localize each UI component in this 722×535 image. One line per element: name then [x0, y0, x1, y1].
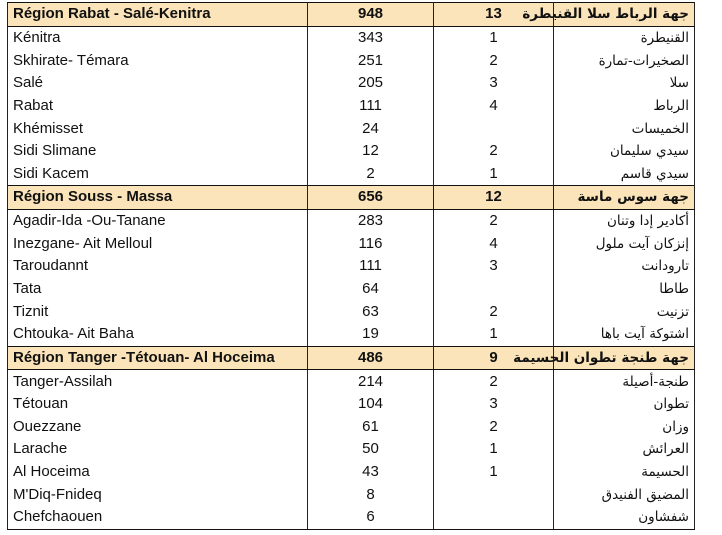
- province-rank: 2: [434, 416, 554, 439]
- province-rank: 4: [434, 95, 554, 118]
- province-name-ar: اشتوكة آيت باها: [554, 323, 695, 346]
- province-name-ar: وزان: [554, 416, 695, 439]
- province-rank: [434, 117, 554, 140]
- province-rank: 2: [434, 49, 554, 72]
- province-cases: 63: [308, 300, 434, 323]
- province-name-ar: الخميسات: [554, 117, 695, 140]
- region-name-ar: جهة طنجة تطوان الحسيمة: [554, 346, 695, 370]
- province-name-fr: Sidi Slimane: [8, 140, 308, 163]
- region-total: 656: [308, 186, 434, 210]
- table-body: [8, 3, 695, 530]
- province-name-ar: الصخيرات-تمارة: [554, 49, 695, 72]
- region-name-ar: جهة الرباط سلا القنيطرة: [554, 3, 695, 27]
- region-count: 13: [434, 3, 554, 27]
- province-name-fr: Ouezzane: [8, 416, 308, 439]
- province-rank: 1: [434, 438, 554, 461]
- province-name-fr: Tanger-Assilah: [8, 370, 308, 393]
- region-name-ar: جهة سوس ماسة: [554, 186, 695, 210]
- province-name-fr: Larache: [8, 438, 308, 461]
- province-name-fr: Tétouan: [8, 393, 308, 416]
- table-row: [8, 140, 695, 163]
- province-name-ar: الرباط: [554, 95, 695, 118]
- province-rank: 2: [434, 300, 554, 323]
- province-cases: 205: [308, 72, 434, 95]
- province-rank: [434, 278, 554, 301]
- province-rank: 2: [434, 140, 554, 163]
- province-cases: 12: [308, 140, 434, 163]
- province-cases: 111: [308, 255, 434, 278]
- province-name-ar: المضيق الفنيدق: [554, 483, 695, 506]
- region-count: 12: [434, 186, 554, 210]
- table-row: [8, 393, 695, 416]
- province-cases: 343: [308, 26, 434, 49]
- province-cases: 111: [308, 95, 434, 118]
- province-cases: 2: [308, 162, 434, 185]
- table-row: [8, 26, 695, 49]
- table-row: [8, 278, 695, 301]
- region-count: 9: [434, 346, 554, 370]
- table-row: [8, 506, 695, 529]
- table-row: [8, 370, 695, 393]
- province-rank: 1: [434, 162, 554, 185]
- province-cases: 50: [308, 438, 434, 461]
- province-rank: 3: [434, 72, 554, 95]
- province-rank: 1: [434, 461, 554, 484]
- province-name-ar: طنجة-أصيلة: [554, 370, 695, 393]
- province-name-fr: Chefchaouen: [8, 506, 308, 529]
- table-row: [8, 255, 695, 278]
- province-name-ar: إنزكان آيت ملول: [554, 232, 695, 255]
- province-name-ar: القنيطرة: [554, 26, 695, 49]
- province-cases: 251: [308, 49, 434, 72]
- region-header-row: [8, 346, 695, 370]
- province-name-fr: Rabat: [8, 95, 308, 118]
- table-row: [8, 232, 695, 255]
- region-header-row: [8, 3, 695, 27]
- province-rank: 2: [434, 370, 554, 393]
- province-name-ar: الحسيمة: [554, 461, 695, 484]
- province-name-fr: Inezgane- Ait Melloul: [8, 232, 308, 255]
- province-rank: 3: [434, 255, 554, 278]
- region-total: 486: [308, 346, 434, 370]
- province-name-fr: Sidi Kacem: [8, 162, 308, 185]
- province-cases: 61: [308, 416, 434, 439]
- province-name-fr: Al Hoceima: [8, 461, 308, 484]
- table-row: [8, 162, 695, 185]
- province-name-ar: سلا: [554, 72, 695, 95]
- province-name-fr: Skhirate- Témara: [8, 49, 308, 72]
- province-name-ar: سيدي قاسم: [554, 162, 695, 185]
- region-name-fr: Région Tanger -Tétouan- Al Hoceima: [8, 346, 308, 370]
- province-name-ar: أكادير إدا وتنان: [554, 209, 695, 232]
- province-name-ar: تارودانت: [554, 255, 695, 278]
- province-name-fr: Tiznit: [8, 300, 308, 323]
- province-name-fr: Khémisset: [8, 117, 308, 140]
- table-row: [8, 416, 695, 439]
- region-header-row: [8, 186, 695, 210]
- province-cases: 214: [308, 370, 434, 393]
- province-cases: 19: [308, 323, 434, 346]
- province-rank: 3: [434, 393, 554, 416]
- province-name-fr: Chtouka- Ait Baha: [8, 323, 308, 346]
- province-cases: 24: [308, 117, 434, 140]
- province-name-ar: تزنيت: [554, 300, 695, 323]
- province-name-ar: شفشاون: [554, 506, 695, 529]
- province-name-ar: سيدي سليمان: [554, 140, 695, 163]
- region-name-fr: Région Rabat - Salé-Kenitra: [8, 3, 308, 27]
- province-name-fr: Tata: [8, 278, 308, 301]
- province-name-fr: Salé: [8, 72, 308, 95]
- table-row: [8, 323, 695, 346]
- province-name-fr: M'Diq-Fnideq: [8, 483, 308, 506]
- table-row: [8, 483, 695, 506]
- table-row: [8, 300, 695, 323]
- region-name-fr: Région Souss - Massa: [8, 186, 308, 210]
- province-rank: [434, 506, 554, 529]
- province-name-ar: العرائش: [554, 438, 695, 461]
- province-name-fr: Taroudannt: [8, 255, 308, 278]
- province-name-ar: طاطا: [554, 278, 695, 301]
- province-rank: 1: [434, 26, 554, 49]
- province-rank: 1: [434, 323, 554, 346]
- table-row: [8, 49, 695, 72]
- table-row: [8, 438, 695, 461]
- table-row: [8, 117, 695, 140]
- table-row: [8, 209, 695, 232]
- province-cases: 104: [308, 393, 434, 416]
- province-cases: 8: [308, 483, 434, 506]
- province-cases: 64: [308, 278, 434, 301]
- province-name-fr: Agadir-Ida -Ou-Tanane: [8, 209, 308, 232]
- province-cases: 116: [308, 232, 434, 255]
- table-row: [8, 72, 695, 95]
- province-rank: 4: [434, 232, 554, 255]
- province-cases: 43: [308, 461, 434, 484]
- province-rank: [434, 483, 554, 506]
- province-cases: 283: [308, 209, 434, 232]
- region-total: 948: [308, 3, 434, 27]
- province-rank: 2: [434, 209, 554, 232]
- province-name-ar: تطوان: [554, 393, 695, 416]
- province-name-fr: Kénitra: [8, 26, 308, 49]
- regional-cases-table: [7, 2, 695, 530]
- table-row: [8, 95, 695, 118]
- province-cases: 6: [308, 506, 434, 529]
- table-row: [8, 461, 695, 484]
